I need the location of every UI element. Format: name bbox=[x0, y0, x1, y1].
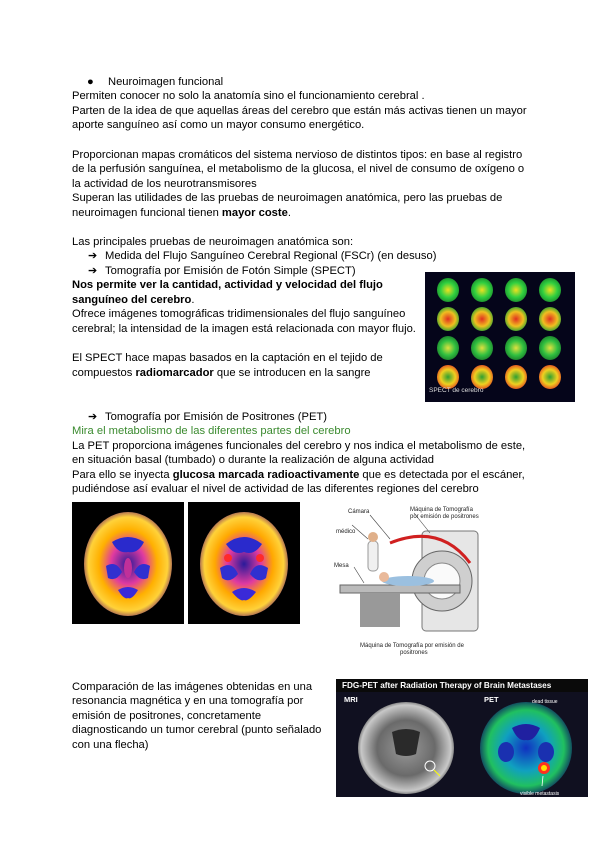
green-highlight-line: Mira el metabolismo de las diferentes partes del cerebro bbox=[72, 425, 351, 437]
paragraph-line: Proporcionan mapas cromáticos del sistema nervioso de distintos tipos: en base al registro bbox=[72, 149, 523, 161]
arrow-list-item bbox=[88, 410, 327, 425]
paragraph-line: la actividad de los neurotransmisores bbox=[72, 178, 257, 190]
pet-brain-image-right bbox=[188, 502, 300, 624]
spect-image-caption: SPECT de cerebro bbox=[429, 387, 484, 395]
text-fragment: Para ello se inyecta bbox=[72, 469, 173, 481]
text-fragment: neuroimagen funcional tienen bbox=[72, 207, 222, 219]
spect-slice bbox=[471, 278, 493, 302]
arrow-icon: ➔ bbox=[88, 265, 98, 277]
spect-slice bbox=[471, 307, 493, 331]
emphasis-text: glucosa marcada radioactivamente bbox=[172, 469, 360, 481]
arrow-list-item bbox=[88, 249, 436, 264]
arrow-icon: ➔ bbox=[88, 250, 98, 262]
spect-slice bbox=[539, 307, 561, 331]
pet-label: PET bbox=[484, 695, 499, 704]
paragraph-line: emisión de positrones, concretamente bbox=[72, 710, 262, 722]
arrow-icon: ➔ bbox=[88, 411, 98, 423]
pet-brain-scan bbox=[72, 502, 184, 624]
visible-metastasis-label: visible metastasis bbox=[520, 791, 560, 797]
text-fragment: compuestos bbox=[72, 367, 136, 379]
paragraph-line: aporte sanguíneo así como un mayor consumo energético. bbox=[72, 119, 365, 131]
emphasis-text: radiomarcador bbox=[135, 367, 214, 379]
pet-scanner-illustration bbox=[330, 503, 492, 663]
spect-slice bbox=[505, 336, 527, 360]
spect-slice bbox=[437, 336, 459, 360]
bullet-dot: ● bbox=[87, 76, 94, 88]
arrow-list-item bbox=[88, 264, 356, 279]
emphasis-text: sanguíneo del cerebro bbox=[72, 294, 192, 306]
mri-label: MRI bbox=[344, 695, 358, 704]
label-maquina-line2: por emisión de positrones bbox=[410, 514, 479, 520]
paragraph-line: pudiéndose así evaluar el nivel de actividad de las diferentes regiones del cerebro bbox=[72, 483, 479, 495]
paragraph-line: Superan las utilidades de las pruebas de neuroimagen anatómica, pero las pruebas de bbox=[72, 192, 503, 204]
paragraph-line: Parten de la idea de que aquellas áreas del cerebro que están más activas tienen un mayor bbox=[72, 105, 527, 117]
emphasis-text: mayor coste bbox=[221, 207, 288, 219]
label-camara: Cámara bbox=[348, 509, 370, 515]
arrow-item-text: Medida del Flujo Sanguíneo Cerebral Regional (FSCr) (en desuso) bbox=[105, 250, 437, 262]
paragraph-line: Permiten conocer no solo la anatomía sino el funcionamiento cerebral . bbox=[72, 90, 425, 102]
spect-slice bbox=[471, 336, 493, 360]
label-maquina-line1: Máquina de Tomografía bbox=[410, 507, 473, 513]
arrow-item-text: Tomografía por Emisión de Positrones (PET) bbox=[105, 411, 327, 423]
text-fragment: . bbox=[287, 207, 291, 219]
text-fragment: que se introducen en la sangre bbox=[213, 367, 371, 379]
paragraph-line bbox=[72, 366, 371, 381]
scanner-caption-line2: positrones bbox=[400, 650, 428, 656]
bold-line bbox=[72, 278, 383, 293]
label-mesa: Mesa bbox=[334, 563, 349, 569]
spect-slice bbox=[505, 365, 527, 389]
spect-slice bbox=[539, 278, 561, 302]
spect-slice bbox=[539, 336, 561, 360]
paragraph-line: Comparación de las imágenes obtenidas en una bbox=[72, 681, 313, 693]
label-medico: médico bbox=[336, 529, 356, 535]
fdg-pet-mri-comparison-image bbox=[336, 679, 588, 797]
spect-slice bbox=[505, 278, 527, 302]
text-fragment: que es detectada por el escáner, bbox=[359, 469, 525, 481]
section-heading-neuroimagen-funcional: Neuroimagen funcional bbox=[108, 76, 224, 88]
pet-brain-scan bbox=[188, 502, 300, 624]
paragraph-line: Ofrece imágenes tomográficas tridimensionales del flujo sanguíneo bbox=[72, 308, 406, 320]
paragraph-line: Las principales pruebas de neuroimagen anatómica son: bbox=[72, 236, 354, 248]
arrow-item-text: Tomografía por Emisión de Fotón Simple (SPECT) bbox=[105, 265, 356, 277]
spect-slice bbox=[505, 307, 527, 331]
pet-brain-image-left bbox=[72, 502, 184, 624]
spect-brain-image bbox=[425, 272, 575, 402]
paragraph-line: con una flecha) bbox=[72, 739, 149, 751]
fdg-title: FDG-PET after Radiation Therapy of Brain Metastases bbox=[342, 681, 552, 690]
paragraph-line: en situación basal (tumbado) o durante la realización de alguna actividad bbox=[72, 454, 434, 466]
paragraph-line bbox=[72, 206, 291, 221]
emphasis-text: Nos permite ver la cantidad, actividad y velocidad del flujo bbox=[72, 279, 383, 291]
paragraph-line: resonancia magnética y en una tomografía por bbox=[72, 695, 304, 707]
spect-slice bbox=[539, 365, 561, 389]
pet-scanner-drawing bbox=[330, 503, 492, 663]
spect-slice bbox=[437, 278, 459, 302]
bold-line bbox=[72, 293, 194, 308]
paragraph-line: El SPECT hace mapas basados en la captación en el tejido de bbox=[72, 352, 383, 364]
dead-tissue-label: dead tissue bbox=[532, 699, 558, 705]
paragraph-line: diagnosticando un tumor cerebral (punto señalado bbox=[72, 724, 322, 736]
scanner-caption-line1: Máquina de Tomografía por emisión de bbox=[360, 643, 464, 649]
text-fragment: . bbox=[191, 294, 195, 306]
spect-slice bbox=[437, 307, 459, 331]
paragraph-line bbox=[72, 468, 525, 483]
paragraph-line: cerebral; la intensidad de la imagen está relacionada con mayor flujo. bbox=[72, 323, 416, 335]
paragraph-line: de la perfusión sanguínea, el metabolismo de la glucosa, el nivel de consumo de oxígeno o bbox=[72, 163, 525, 175]
paragraph-line: La PET proporciona imágenes funcionales del cerebro y nos indica el metabolismo de este, bbox=[72, 440, 526, 452]
